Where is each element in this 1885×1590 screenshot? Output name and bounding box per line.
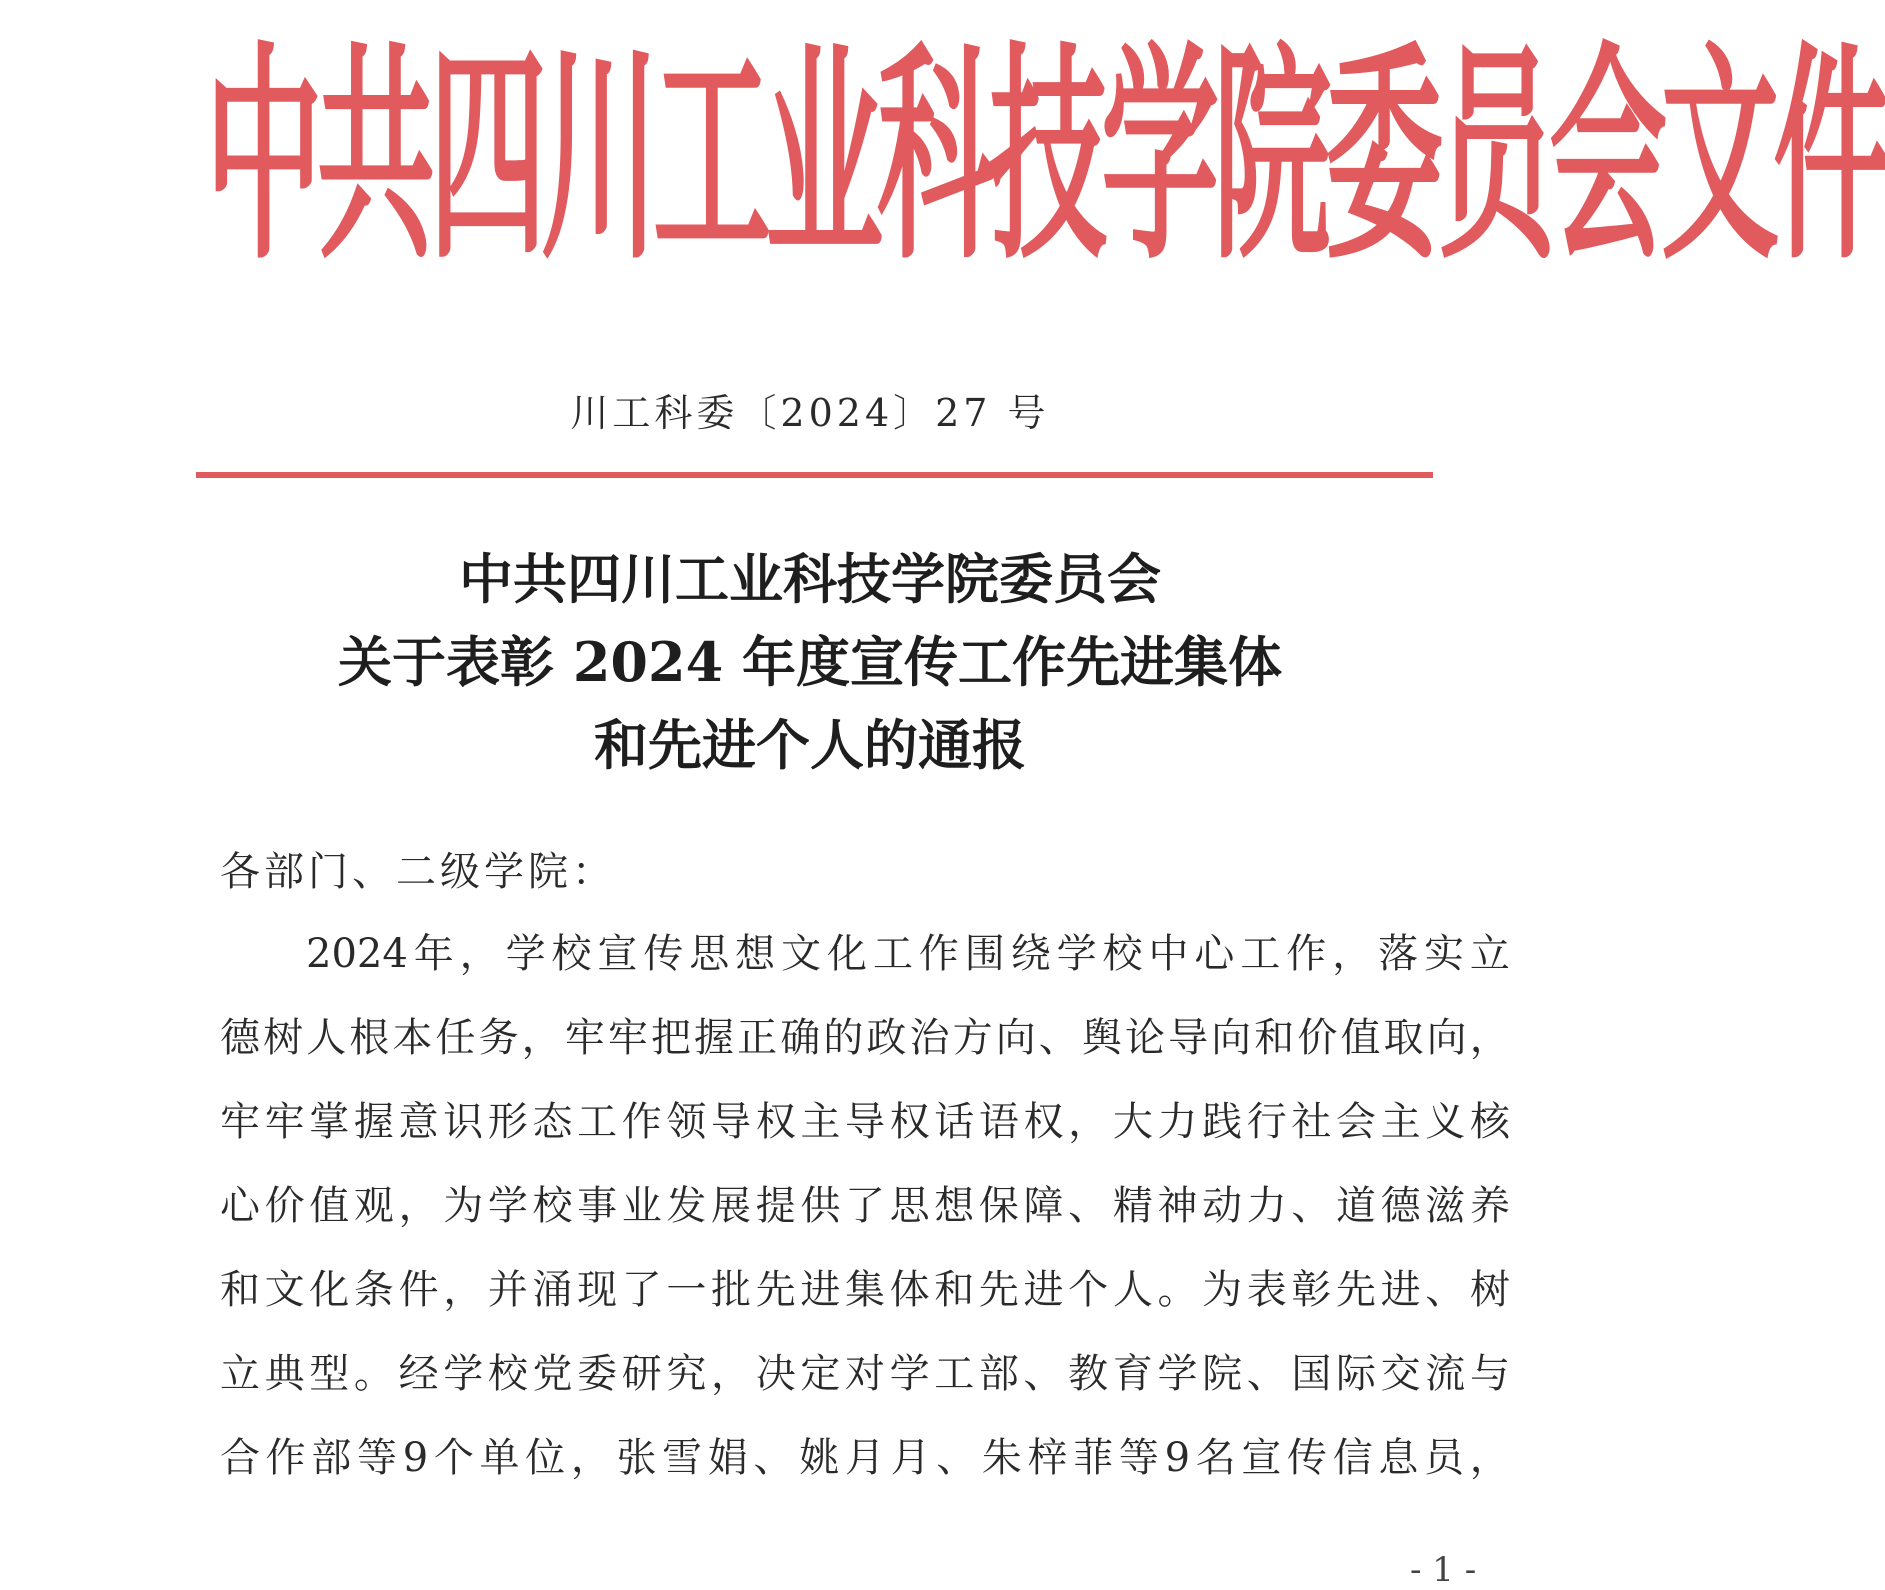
masthead-char: 四 bbox=[429, 20, 542, 291]
page-number: - 1 - bbox=[1410, 1550, 1477, 1590]
masthead-char: 共 bbox=[317, 20, 430, 291]
masthead-char: 文 bbox=[1661, 20, 1774, 291]
title-line-1: 中共四川工业科技学院委员会 bbox=[459, 547, 1161, 611]
body-line: 德 树 人 根 本 任 务 ， 牢 牢 把 握 正 确 的 政 治 方 向 、 舆 论 导 向 和 价 值 取 向 ， bbox=[220, 1015, 1510, 1061]
masthead-char: 委 bbox=[1325, 20, 1438, 291]
masthead-char: 技 bbox=[989, 20, 1102, 291]
body-line: 合 作 部 等 9 个 单 位 ， 张 雪 娟 、 姚 月 月 、 朱 梓 菲 等 9 名 宣 传 信 息 员 ， bbox=[220, 1435, 1510, 1481]
masthead-char: 院 bbox=[1213, 20, 1326, 291]
salutation: 各部门、二级学院： bbox=[220, 849, 616, 895]
document-title bbox=[0, 538, 1620, 787]
masthead-char: 会 bbox=[1549, 20, 1662, 291]
body-text bbox=[220, 912, 1510, 1500]
red-divider-line bbox=[196, 472, 1433, 478]
masthead bbox=[205, 20, 1885, 291]
masthead-char: 中 bbox=[205, 20, 318, 291]
masthead-char: 工 bbox=[653, 20, 766, 291]
body-line: 2024 年 ， 学 校 宣 传 思 想 文 化 工 作 围 绕 学 校 中 心 工 作 ， 落 实 立 bbox=[306, 931, 1510, 977]
title-line-3: 和先进个人的通报 bbox=[594, 713, 1026, 777]
body-line: 立 典 型 。 经 学 校 党 委 研 究 ， 决 定 对 学 工 部 、 教 育 学 院 、 国 际 交 流 与 bbox=[220, 1351, 1510, 1397]
body-line: 心 价 值 观 ， 为 学 校 事 业 发 展 提 供 了 思 想 保 障 、 精 神 动 力 、 道 德 滋 养 bbox=[220, 1183, 1510, 1229]
document-number: 川工科委〔2024〕27 号 bbox=[570, 391, 1050, 435]
masthead-char: 科 bbox=[877, 20, 990, 291]
title-line-2: 关于表彰 2024 年度宣传工作先进集体 bbox=[338, 630, 1282, 694]
body-line: 牢 牢 掌 握 意 识 形 态 工 作 领 导 权 主 导 权 话 语 权 ， 大 力 践 行 社 会 主 义 核 bbox=[220, 1099, 1510, 1145]
masthead-char: 川 bbox=[541, 20, 654, 291]
masthead-char: 员 bbox=[1437, 20, 1550, 291]
masthead-char: 件 bbox=[1773, 20, 1885, 291]
body-line: 和 文 化 条 件 ， 并 涌 现 了 一 批 先 进 集 体 和 先 进 个 人 。 为 表 彰 先 进 、 树 bbox=[220, 1267, 1510, 1313]
masthead-char: 学 bbox=[1101, 20, 1214, 291]
masthead-char: 业 bbox=[765, 20, 878, 291]
